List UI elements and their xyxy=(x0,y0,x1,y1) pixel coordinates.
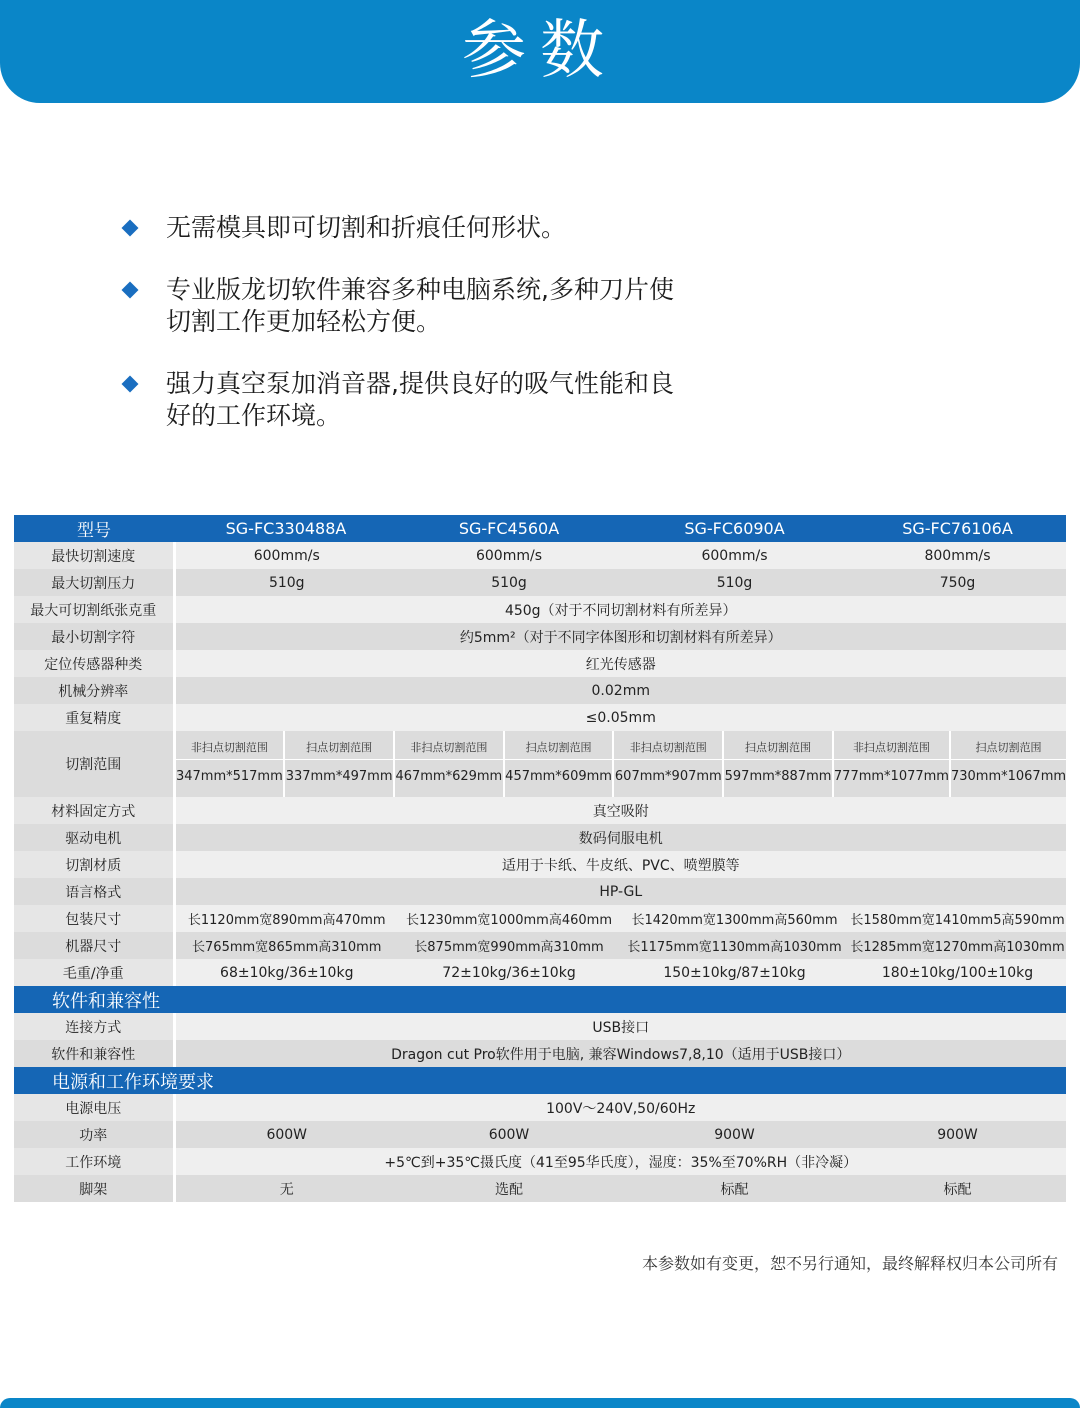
section-header-row xyxy=(14,1067,1066,1094)
model-name: SG-FC4560A xyxy=(458,519,560,538)
cutting-range-group xyxy=(174,731,1066,797)
feature-text: 切割工作更加轻松方便。 xyxy=(166,307,442,336)
cell-value: 900W xyxy=(849,1121,1066,1148)
disclaimer-note: 本参数如有变更，恕不另行通知，最终解释权归本公司所有 xyxy=(641,1254,1058,1273)
table-row xyxy=(14,677,1066,704)
table-row xyxy=(14,650,1066,677)
row-label: 切割范围 xyxy=(14,731,174,797)
cell-value: 长1175mm宽1130mm高1030mm xyxy=(620,932,849,959)
cell-value: 选配 xyxy=(398,1175,620,1202)
cell-value: 无 xyxy=(174,1175,398,1202)
range-cell xyxy=(285,731,395,797)
feature-item xyxy=(120,212,566,244)
cell-value: 红光传感器 xyxy=(174,650,1066,677)
cell-value: 真空吸附 xyxy=(174,797,1066,824)
table-row xyxy=(14,1121,1066,1148)
table-row xyxy=(14,1013,1066,1040)
table-header-row xyxy=(14,515,1066,542)
range-value: 467mm*629mm xyxy=(395,769,503,784)
model-label: 型号 xyxy=(77,521,111,541)
cell-value: 约5mm²（对于不同字体图形和切割材料有所差异） xyxy=(174,623,1066,650)
header-banner xyxy=(0,0,1080,103)
row-label: 材料固定方式 xyxy=(14,797,174,824)
range-value: 597mm*887mm xyxy=(724,769,832,784)
table-row xyxy=(14,731,1066,797)
range-value: 730mm*1067mm xyxy=(950,769,1066,784)
row-label: 最大切割压力 xyxy=(14,569,174,596)
table-row xyxy=(14,1094,1066,1121)
table-row xyxy=(14,824,1066,851)
row-label: 语言格式 xyxy=(14,878,174,905)
row-label: 驱动电机 xyxy=(14,824,174,851)
row-label: 最小切割字符 xyxy=(14,623,174,650)
cell-value: Dragon cut Pro软件用于电脑, 兼容Windows7,8,10（适用于USB接口） xyxy=(174,1040,1066,1067)
cell-value: 长1285mm宽1270mm高1030mm xyxy=(849,932,1066,959)
page-title: 参数 xyxy=(462,14,618,88)
row-label: 工作环境 xyxy=(14,1148,174,1175)
range-value: 777mm*1077mm xyxy=(833,769,949,784)
row-label: 连接方式 xyxy=(14,1013,174,1040)
cell-value: +5℃到+35℃摄氏度（41至95华氏度），湿度：35%至70%RH（非冷凝） xyxy=(174,1148,1066,1175)
cell-value: 100V～240V,50/60Hz xyxy=(174,1094,1066,1121)
cell-value: 150±10kg/87±10kg xyxy=(620,959,849,986)
spec-table xyxy=(14,515,1066,1202)
cell-value: 600mm/s xyxy=(174,542,398,569)
table-row xyxy=(14,1175,1066,1202)
cell-value: 800mm/s xyxy=(849,542,1066,569)
feature-text: 强力真空泵加消音器,提供良好的吸气性能和良 xyxy=(166,369,674,398)
range-cell xyxy=(505,731,615,797)
diamond-bullet-icon xyxy=(122,220,139,237)
section-title: 软件和兼容性 xyxy=(52,990,160,1012)
row-label: 功率 xyxy=(14,1121,174,1148)
range-cell xyxy=(395,731,505,797)
diamond-bullet-icon xyxy=(122,376,139,393)
table-row xyxy=(14,1148,1066,1175)
range-cell xyxy=(724,731,834,797)
range-title: 非扫点切割范围 xyxy=(614,731,722,760)
row-label: 机械分辨率 xyxy=(14,677,174,704)
row-label: 包装尺寸 xyxy=(14,905,174,932)
cell-value: 长1120mm宽890mm高470mm xyxy=(174,905,398,932)
feature-text: 好的工作环境。 xyxy=(166,401,342,430)
section-title: 电源和工作环境要求 xyxy=(52,1071,214,1093)
cell-value: ≤0.05mm xyxy=(174,704,1066,731)
row-label: 电源电压 xyxy=(14,1094,174,1121)
cell-value: 72±10kg/36±10kg xyxy=(398,959,620,986)
table-row xyxy=(14,623,1066,650)
row-label: 最快切割速度 xyxy=(14,542,174,569)
cell-value: 600W xyxy=(174,1121,398,1148)
table-row xyxy=(14,932,1066,959)
cell-value: 600W xyxy=(398,1121,620,1148)
range-cell xyxy=(951,731,1066,797)
cell-value: 510g xyxy=(620,569,849,596)
cell-value: 68±10kg/36±10kg xyxy=(174,959,398,986)
range-title: 扫点切割范围 xyxy=(505,731,613,760)
cell-value: 450g（对于不同切割材料有所差异） xyxy=(174,596,1066,623)
range-value: 337mm*497mm xyxy=(285,769,393,784)
table-row xyxy=(14,878,1066,905)
range-value: 457mm*609mm xyxy=(505,769,612,784)
table-row xyxy=(14,1040,1066,1067)
range-title: 扫点切割范围 xyxy=(951,731,1066,760)
row-label: 定位传感器种类 xyxy=(14,650,174,677)
feature-item xyxy=(120,274,674,338)
cell-value: 适用于卡纸、牛皮纸、PVC、喷塑膜等 xyxy=(174,851,1066,878)
model-name: SG-FC330488A xyxy=(225,519,347,538)
range-cell xyxy=(614,731,724,797)
cell-value: 长1420mm宽1300mm高560mm xyxy=(620,905,849,932)
row-label: 最大可切割纸张克重 xyxy=(14,596,174,623)
range-value: 607mm*907mm xyxy=(614,769,722,784)
range-title: 非扫点切割范围 xyxy=(834,731,949,760)
table-row xyxy=(14,797,1066,824)
range-title: 扫点切割范围 xyxy=(724,731,832,760)
cell-value: 510g xyxy=(174,569,398,596)
model-name: SG-FC6090A xyxy=(684,519,785,538)
range-cell xyxy=(834,731,951,797)
diamond-bullet-icon xyxy=(122,282,139,299)
table-row xyxy=(14,569,1066,596)
table-row xyxy=(14,542,1066,569)
cell-value: 750g xyxy=(849,569,1066,596)
section-header-row xyxy=(14,986,1066,1013)
cell-value: 长1230mm宽1000mm高460mm xyxy=(398,905,620,932)
cell-value: USB接口 xyxy=(174,1013,1066,1040)
cell-value: HP-GL xyxy=(174,878,1066,905)
cell-value: 600mm/s xyxy=(398,542,620,569)
table-row xyxy=(14,851,1066,878)
feature-item xyxy=(120,368,674,432)
cell-value: 长1580mm宽1410mm5高590mm xyxy=(849,905,1066,932)
table-row xyxy=(14,596,1066,623)
cell-value: 510g xyxy=(398,569,620,596)
cell-value: 标配 xyxy=(620,1175,849,1202)
range-cell xyxy=(176,731,286,797)
row-label: 软件和兼容性 xyxy=(14,1040,174,1067)
row-label: 脚架 xyxy=(14,1175,174,1202)
table-row xyxy=(14,959,1066,986)
cell-value: 长765mm宽865mm高310mm xyxy=(174,932,398,959)
row-label: 毛重/净重 xyxy=(14,959,174,986)
range-title: 扫点切割范围 xyxy=(285,731,393,760)
cell-value: 数码伺服电机 xyxy=(174,824,1066,851)
table-row xyxy=(14,905,1066,932)
cell-value: 长875mm宽990mm高310mm xyxy=(398,932,620,959)
feature-text: 无需模具即可切割和折痕任何形状。 xyxy=(166,213,567,242)
row-label: 重复精度 xyxy=(14,704,174,731)
range-title: 非扫点切割范围 xyxy=(395,731,503,760)
table-row xyxy=(14,704,1066,731)
cell-value: 标配 xyxy=(849,1175,1066,1202)
range-title: 非扫点切割范围 xyxy=(176,731,284,760)
row-label: 机器尺寸 xyxy=(14,932,174,959)
bottom-banner xyxy=(0,1398,1080,1408)
range-value: 347mm*517mm xyxy=(175,769,283,784)
row-label: 切割材质 xyxy=(14,851,174,878)
cell-value: 900W xyxy=(620,1121,849,1148)
model-name: SG-FC76106A xyxy=(902,519,1013,538)
feature-text: 专业版龙切软件兼容多种电脑系统,多种刀片使 xyxy=(166,275,674,304)
cell-value: 180±10kg/100±10kg xyxy=(849,959,1066,986)
cell-value: 600mm/s xyxy=(620,542,849,569)
cell-value: 0.02mm xyxy=(174,677,1066,704)
